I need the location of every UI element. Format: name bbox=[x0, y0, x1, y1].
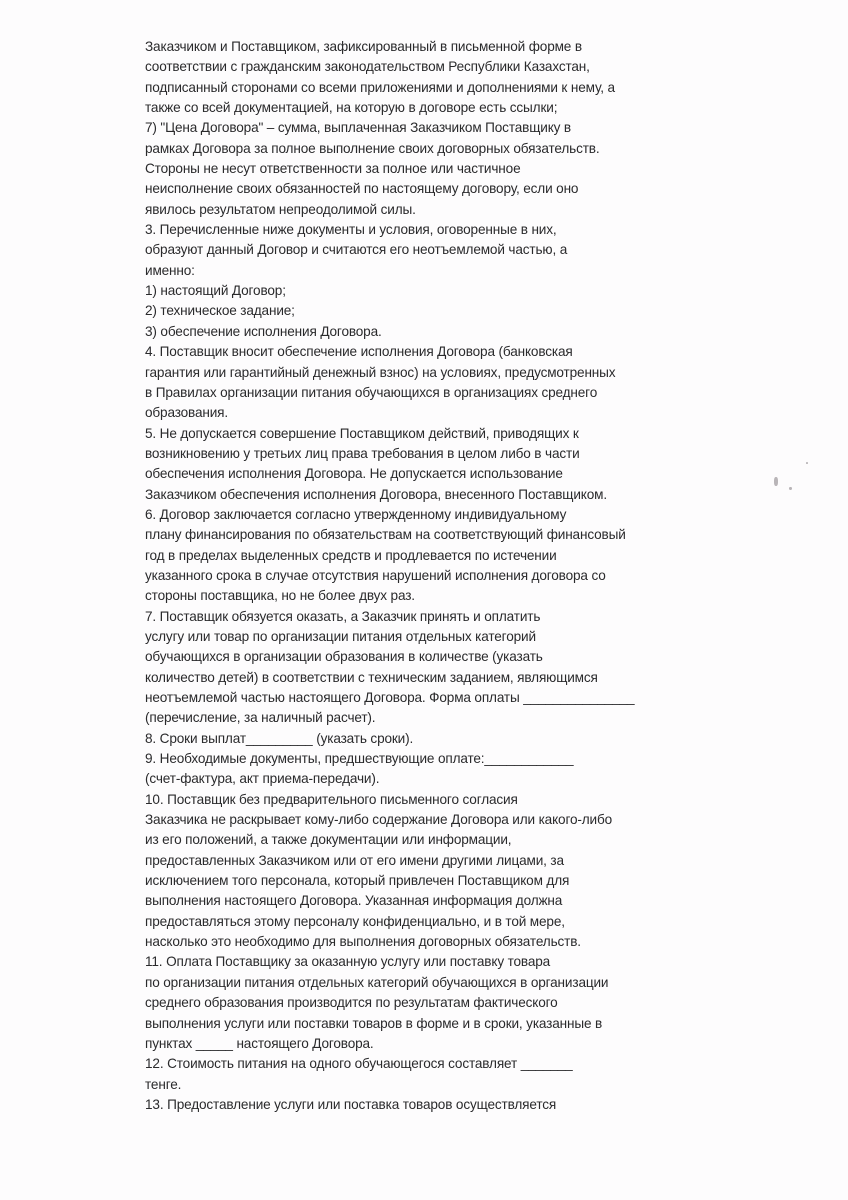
text-line: насколько это необходимо для выполнения договорных обязательств. bbox=[145, 934, 581, 950]
text-line: 3. Перечисленные ниже документы и условия, оговоренные в них, bbox=[145, 222, 557, 238]
text-line: рамках Договора за полное выполнение своих договорных обязательств. bbox=[145, 140, 600, 156]
text-line: 6. Договор заключается согласно утвержденному индивидуальному bbox=[145, 506, 567, 522]
text-line: (перечисление, за наличный расчет). bbox=[145, 710, 376, 726]
text-line: 13. Предоставление услуги или поставка товаров осуществляется bbox=[145, 1096, 557, 1112]
text-line: 4. Поставщик вносит обеспечение исполнения Договора (банковская bbox=[145, 344, 573, 360]
text-line: 7. Поставщик обязуется оказать, а Заказчик принять и оплатить bbox=[145, 608, 541, 624]
text-line: указанного срока в случае отсутствия нарушений исполнения договора со bbox=[145, 567, 606, 583]
text-line: 7) "Цена Договора" – сумма, выплаченная Заказчиком Поставщику в bbox=[145, 120, 571, 136]
text-line: Заказчика не раскрывает кому-либо содержание Договора или какого-либо bbox=[145, 812, 613, 828]
text-line: Заказчиком и Поставщиком, зафиксированный в письменной форме в bbox=[145, 39, 582, 54]
text-line: 12. Стоимость питания на одного обучающегося составляет _______ bbox=[145, 1056, 573, 1072]
text-line: плану финансирования по обязательствам на соответствующий финансовый bbox=[145, 527, 626, 543]
text-line: услугу или товар по организации питания отдельных категорий bbox=[145, 628, 536, 644]
text-line: возникновению у третьих лиц права требования в целом либо в части bbox=[145, 445, 580, 461]
text-line: обучающихся в организации образования в количестве (указать bbox=[145, 649, 543, 665]
scan-speck bbox=[774, 477, 778, 486]
text-line: (счет-фактура, акт приема-передачи). bbox=[145, 771, 380, 787]
text-line: из его положений, а также документации или информации, bbox=[145, 832, 512, 848]
text-line: 9. Необходимые документы, предшествующие оплате:____________ bbox=[145, 751, 574, 767]
text-line: выполнения настоящего Договора. Указанная информация должна bbox=[145, 893, 563, 909]
text-line: Стороны не несут ответственности за полное или частичное bbox=[145, 161, 521, 177]
scan-speck bbox=[789, 487, 792, 490]
text-line: пунктах _____ настоящего Договора. bbox=[145, 1035, 374, 1051]
text-line: среднего образования производится по результатам фактического bbox=[145, 995, 558, 1011]
text-line: 10. Поставщик без предварительного письменного согласия bbox=[145, 791, 518, 807]
text-line: образуют данный Договор и считаются его неотъемлемой частью, а bbox=[145, 242, 568, 258]
text-line: тенге. bbox=[145, 1076, 182, 1092]
text-line: выполнения услуги или поставки товаров в форме и в сроки, указанные в bbox=[145, 1015, 603, 1031]
text-line: 5. Не допускается совершение Поставщиком действий, приводящих к bbox=[145, 425, 579, 441]
text-line: подписанный сторонами со всеми приложениями и дополнениями к нему, а bbox=[145, 79, 615, 95]
text-line: соответствии с гражданским законодательством Республики Казахстан, bbox=[145, 59, 590, 75]
text-line: исключением того персонала, который привлечен Поставщиком для bbox=[145, 873, 570, 889]
document-page bbox=[145, 37, 745, 1115]
text-line: 11. Оплата Поставщику за оказанную услугу или поставку товара bbox=[145, 954, 551, 970]
text-line: образования. bbox=[145, 405, 229, 421]
text-line: год в пределах выделенных средств и продлевается по истечении bbox=[145, 547, 557, 563]
text-line: явилось результатом непреодолимой силы. bbox=[145, 201, 416, 217]
text-line: 3) обеспечение исполнения Договора. bbox=[145, 323, 382, 339]
text-line: неотъемлемой частью настоящего Договора. Форма оплаты _______________ bbox=[145, 690, 635, 705]
text-line: предоставленных Заказчиком или от его имени другими лицами, за bbox=[145, 852, 564, 868]
text-line: обеспечения исполнения Договора. Не допускается использование bbox=[145, 466, 563, 482]
text-line: 2) техническое задание; bbox=[145, 303, 295, 319]
text-line: 1) настоящий Договор; bbox=[145, 283, 286, 299]
text-line: также со всей документацией, на которую в договоре есть ссылки; bbox=[145, 100, 558, 116]
text-line: количество детей) в соответствии с техническим заданием, являющимся bbox=[145, 669, 598, 685]
scan-speck bbox=[806, 462, 808, 464]
text-line: по организации питания отдельных категорий обучающихся в организации bbox=[145, 974, 609, 990]
text-line: стороны поставщика, но не более двух раз. bbox=[145, 588, 415, 604]
text-line: Заказчиком обеспечения исполнения Договора, внесенного Поставщиком. bbox=[145, 486, 607, 502]
text-line: неисполнение своих обязанностей по настоящему договору, если оно bbox=[145, 181, 579, 197]
text-line: именно: bbox=[145, 262, 195, 278]
text-line: в Правилах организации питания обучающихся в организациях среднего bbox=[145, 384, 598, 400]
text-line: 8. Сроки выплат_________ (указать сроки). bbox=[145, 730, 414, 746]
text-line: предоставляться этому персоналу конфиденциально, и в той мере, bbox=[145, 913, 565, 929]
text-line: гарантия или гарантийный денежный взнос) на условиях, предусмотренных bbox=[145, 364, 616, 380]
